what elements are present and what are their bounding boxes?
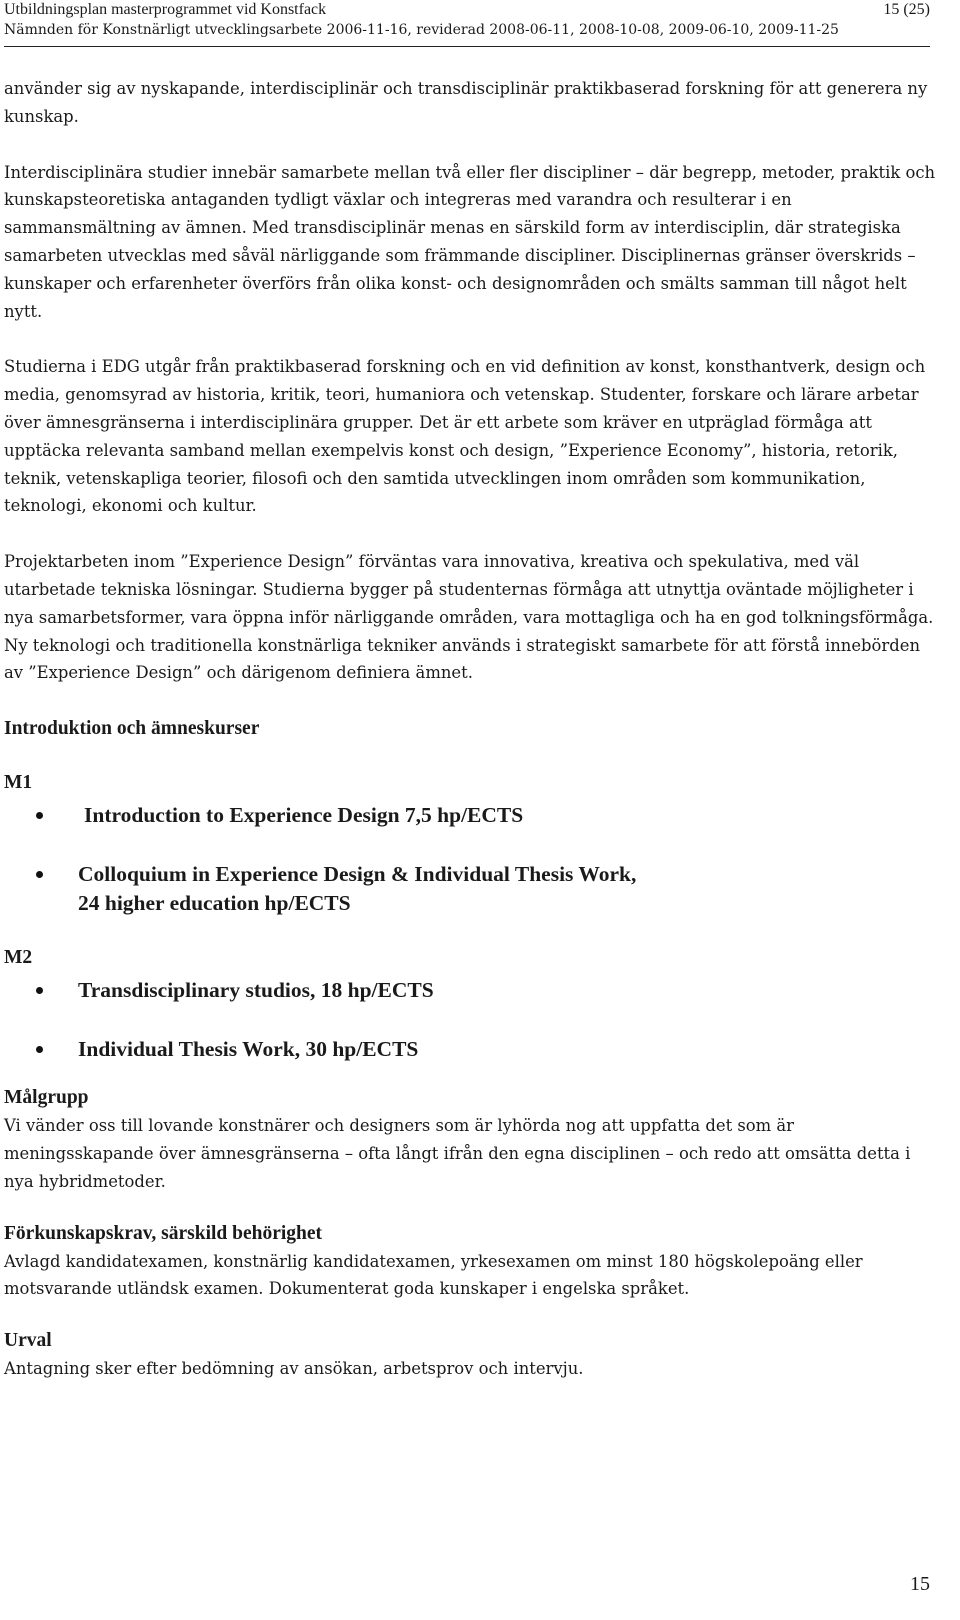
document-title: Utbildningsplan masterprogrammet vid Konstfack [4,1,327,18]
header-row [4,0,930,20]
bullet-icon [4,860,78,918]
course-title [78,860,636,918]
page-reference: 15 (25) [883,1,930,18]
section-heading-prerequisites: Förkunskapskrav, särskild behörighet [4,1222,323,1244]
paragraph-selection: Antagning sker efter bedömning av ansökan, arbetsprov och intervju. [4,1359,584,1379]
paragraph-interdisciplinary: Interdisciplinära studier innebär samarbete mellan två eller fler discipliner – där begrepp, metoder, praktik och kunskapsteoretiska antaganden tydligt växlar och integreras med varandra och resulterar i en sammansmältning av ämnen. Med transdisciplinär menas en särskild form av interdisciplin, där strategiska samarbeten utvecklas med såväl närliggande som främmande discipliner. Disciplinernas gränser överskrids – kunskaper och erfarenheter överförs från olika konst- och designområden och smälts samman till något helt nytt. [4,162,936,321]
course-list-m1 [4,801,939,918]
section-heading-courses: Introduktion och ämneskurser [4,718,260,740]
bullet-icon [4,801,78,830]
list-item [4,976,939,1005]
paragraph-target-group: Vi vänder oss till lovande konstnärer och designers som är lyhörda nog att uppfatta det som är meningsskapande över ämnesgränserna – ofta långt ifrån den egna disciplinen – och redo att omsätta detta i nya hybridmetoder. [4,1116,911,1191]
paragraph-projects: Projektarbeten inom ”Experience Design” förväntas vara innovativa, kreativa och spekulativa, med väl utarbetade tekniska lösningar. Studierna bygger på studenternas förmåga att utnyttja oväntade möjligheter i nya samarbetsformer, vara öppna inför närliggande områden, vara mottagliga och ha en god tolkningsförmåga. Ny teknologi och traditionella konstnärliga tekniker används i strategiskt samarbete för att förstå innebörden av ”Experience Design” och därigenom definiera ämnet. [4,552,934,683]
document-subtitle: Nämnden för Konstnärligt utvecklingsarbete 2006-11-16, reviderad 2008-06-11, 2008-10-08, 2009-06-10, 2009-11-25 [4,22,839,38]
page-number: 15 [910,1573,930,1595]
course-title: Individual Thesis Work, 30 hp/ECTS [78,1037,419,1062]
course-title-line-2: 24 higher education hp/ECTS [78,891,351,916]
course-title: Transdisciplinary studios, 18 hp/ECTS [78,978,434,1003]
paragraph-intro-continued: använder sig av nyskapande, interdisciplinär och transdisciplinär praktikbaserad forskning för att generera ny kunskap. [4,79,928,126]
section-heading-selection: Urval [4,1330,52,1352]
list-item [4,860,939,918]
bullet-icon [4,976,78,1005]
header-divider [4,46,930,47]
section-heading-target-group: Målgrupp [4,1087,89,1109]
module-label-m1: M1 [4,772,33,794]
course-list-m2 [4,976,939,1064]
list-item [4,1035,939,1064]
course-title-line-1: Colloquium in Experience Design & Individual Thesis Work, [78,862,637,887]
list-item [4,801,939,830]
page-header [4,0,930,40]
document-body [4,75,939,1383]
bullet-icon [4,1035,78,1064]
paragraph-prerequisites: Avlagd kandidatexamen, konstnärlig kandidatexamen, yrkesexamen om minst 180 högskolepoäng eller motsvarande utländsk examen. Dokumenterat goda kunskaper i engelska språket. [4,1251,863,1299]
module-label-m2: M2 [4,947,33,969]
course-title: Introduction to Experience Design 7,5 hp/ECTS [84,803,524,828]
paragraph-studies: Studierna i EDG utgår från praktikbaserad forskning och en vid definition av konst, konsthantverk, design och media, genomsyrad av historia, kritik, teori, humaniora och vetenskap. Studenter, forskare och lärare arbetar över ämnesgränserna i interdisciplinära grupper. Det är ett arbete som kräver en utpräglad förmåga att upptäcka relevanta samband mellan exempelvis konst och design, ”Experience Economy”, historia, retorik, teknik, vetenskapliga teorier, filosofi och den samtida utvecklingen inom områden som kommunikation, teknologi, ekonomi och kultur. [4,357,926,516]
